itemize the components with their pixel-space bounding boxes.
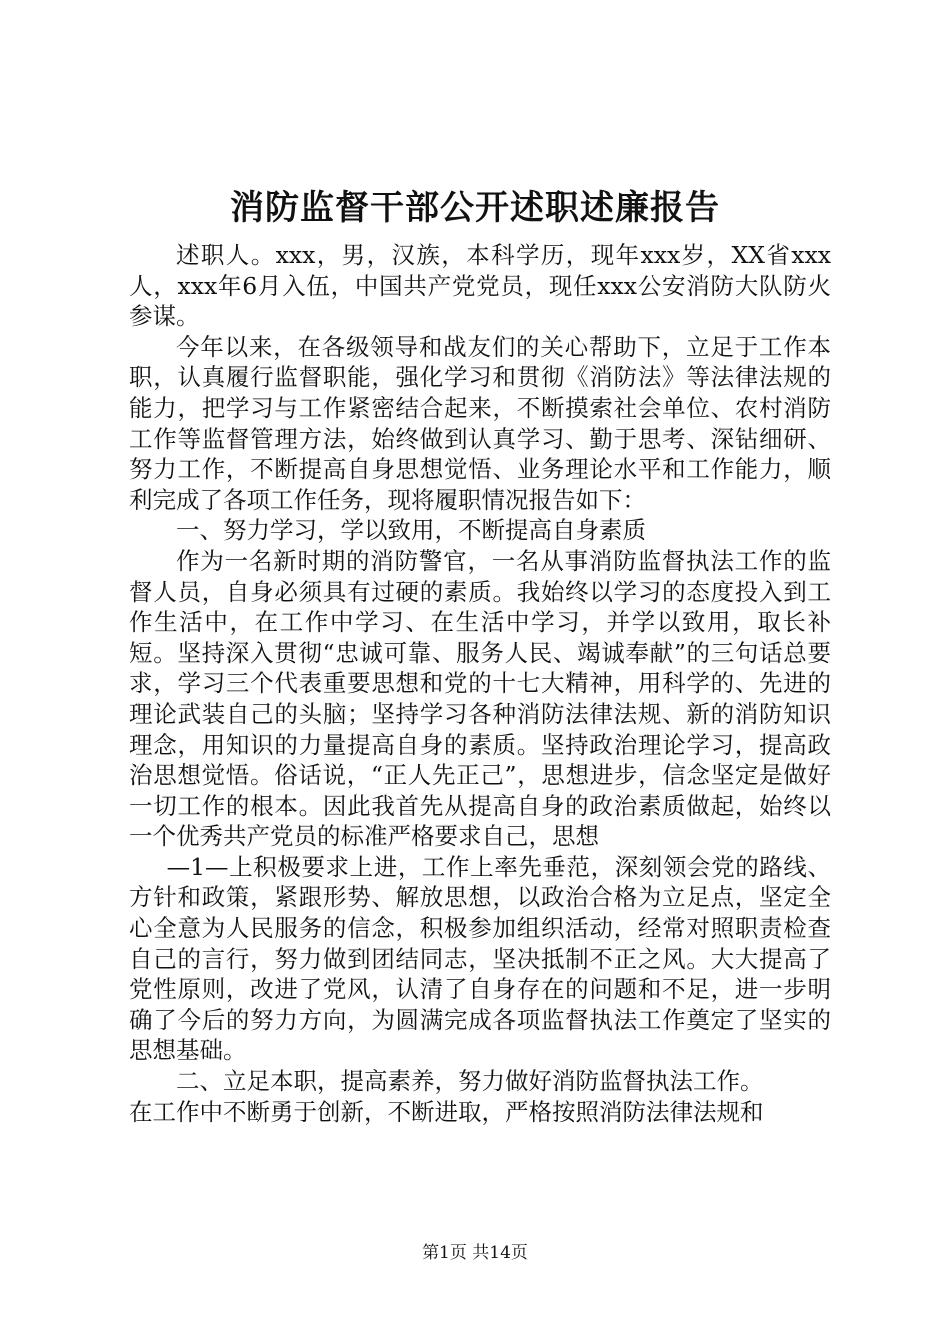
paragraph-section-1-continued: —1—上积极要求上进，工作上率先垂范，深刻领会党的路线、方针和政策，紧跟形势、解放思想，以政治合格为立足点，坚定全心全意为人民服务的信念，积极参加组织活动，经常对照职责检查自己的言行，努力做到团结同志，坚决抵制不正之风。大大提高了党性原则，改进了党风，认清了自身存在的问题和不足，进一步明确了今后的努力方向，为圆满完成各项监督执法工作奠定了坚实的思想基础。: [129, 852, 831, 1065]
paragraph-section-1: 作为一名新时期的消防警官，一名从事消防监督执法工作的监督人员，自身必须具有过硬的素质。我始终以学习的态度投入到工作生活中，在工作中学习、在生活中学习，并学以致用，取长补短。坚持深入贯彻“忠诚可靠、服务人民、竭诚奉献”的三句话总要求，学习三个代表重要思想和党的十七大精神，用科学的、先进的理论武装自己的头脑；坚持学习各种消防法律法规、新的消防知识理念，用知识的力量提高自身的素质。坚持政治理论学习，提高政治思想觉悟。俗话说，“正人先正己”，思想进步，信念坚定是做好一切工作的根本。因此我首先从提高自身的政治素质做起，始终以一个优秀共产党员的标准严格要求自己，思想: [129, 546, 831, 851]
paragraph-section-2: 在工作中不断勇于创新，不断进取，严格按照消防法律法规和: [129, 1097, 764, 1126]
paragraph-reporter-info: 述职人。xxx，男，汉族，本科学历，现年xxx岁，XX省xxx人，xxx年6月入伍，中国共产党党员，现任xxx公安消防大队防火参谋。: [129, 241, 831, 331]
document-title: 消防监督干部公开述职述廉报告: [230, 188, 720, 228]
page-footer: 第1页 共14页: [422, 1243, 528, 1263]
paragraph-introduction: 今年以来，在各级领导和战友们的关心帮助下，立足于工作本职，认真履行监督职能，强化学习和贯彻《消防法》等法律法规的能力，把学习与工作紧密结合起来，不断摸索社会单位、农村消防工作等监督管理方法，始终做到认真学习、勤于思考、深钻细研、努力工作，不断提高自身思想觉悟、业务理论水平和工作能力，顺利完成了各项工作任务，现将履职情况报告如下：: [129, 332, 831, 514]
section-heading-2: 二、立足本职，提高素养，努力做好消防监督执法工作。: [176, 1067, 764, 1096]
document-body: [129, 240, 831, 1127]
section-heading-1: 一、努力学习，学以致用，不断提高自身素质: [176, 516, 646, 545]
